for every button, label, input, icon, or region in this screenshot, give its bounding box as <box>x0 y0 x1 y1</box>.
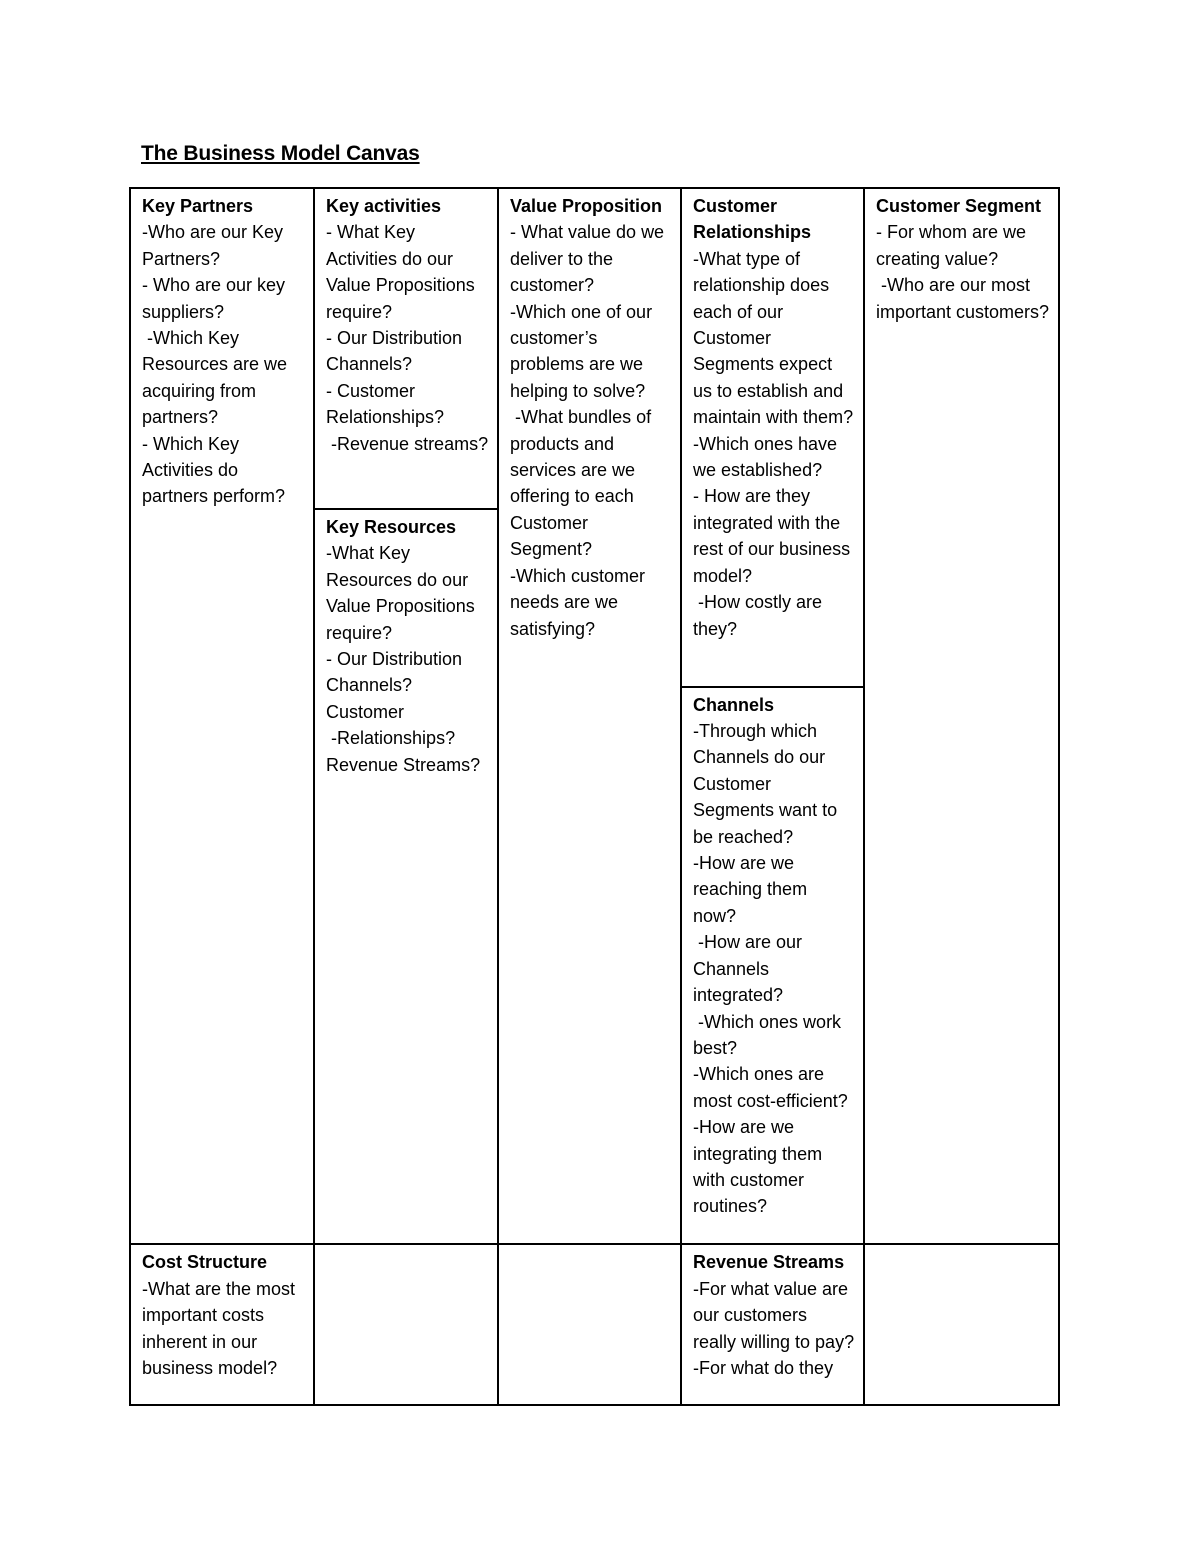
value-proposition-cell <box>498 188 681 1244</box>
key-partners-heading: Key Partners <box>142 196 254 216</box>
key-partners-question: - Which Key Activities do partners perform? <box>142 433 286 507</box>
business-model-canvas-table <box>129 187 1060 1406</box>
cost-structure-cell <box>130 1244 314 1405</box>
channels-question: -Through which Channels do our Customer Segments want to be reached? <box>693 721 843 847</box>
revenue-streams-question: -For what do they <box>693 1358 834 1379</box>
key-activities-question: -Revenue streams? <box>326 433 489 454</box>
key-partners-question: - Who are our key suppliers? <box>142 275 291 322</box>
value-proposition-question: -Which customer needs are we satisfying? <box>510 565 651 639</box>
key-partners-question: -Who are our Key Partners? <box>142 222 289 269</box>
customer-relationships-cell <box>681 188 864 687</box>
value-proposition-question: -What bundles of products and services are we offering to each Customer Segment? <box>510 407 657 560</box>
key-resources-question: - Our Distribution Channels? <box>326 649 468 696</box>
customer-segment-heading: Customer Segment <box>876 196 1042 216</box>
customer-segment-cell <box>864 188 1059 1244</box>
customer-relationships-question: -Which ones have we established? <box>693 433 843 481</box>
customer-relationships-heading: Customer Relationships <box>693 196 812 243</box>
channels-question: -How are we integrating them with customer routines? <box>693 1117 828 1217</box>
customer-relationships-question: -What type of relationship does each of our Customer Segments expect us to establish and maintain with them? <box>693 248 854 428</box>
key-resources-cell <box>314 509 498 1244</box>
revenue-streams-cell <box>681 1244 864 1405</box>
key-activities-cell <box>314 188 498 509</box>
key-activities-question: - What Key Activities do our Value Propositions require? <box>326 222 480 322</box>
empty-cell <box>864 1244 1059 1405</box>
channels-heading: Channels <box>693 694 775 715</box>
key-resources-question: Revenue Streams? <box>326 754 481 775</box>
channels-question: -How are our Channels integrated? <box>693 932 808 1006</box>
key-resources-question: -What Key Resources do our Value Propositions require? <box>326 543 480 643</box>
revenue-streams-question: -For what value are our customers really willing to pay? <box>693 1278 855 1352</box>
page-title: The Business Model Canvas <box>141 142 420 165</box>
channels-question: -Which ones are most cost-efficient? <box>693 1064 848 1111</box>
empty-cell <box>498 1244 681 1405</box>
channels-cell <box>681 687 864 1245</box>
customer-relationships-question: - How are they integrated with the rest of our business model? <box>693 486 856 586</box>
empty-cell <box>314 1244 498 1405</box>
key-resources-heading: Key Resources <box>326 517 457 538</box>
key-resources-question: -Relationships? <box>326 728 456 749</box>
key-partners-question: -Which Key Resources are we acquiring from partners? <box>142 328 293 428</box>
customer-segment-question: -Who are our most important customers? <box>876 275 1050 322</box>
cost-structure-heading: Cost Structure <box>142 1252 268 1273</box>
channels-question: -How are we reaching them now? <box>693 853 813 926</box>
value-proposition-heading: Value Proposition <box>510 196 663 216</box>
customer-segment-question: - For whom are we creating value? <box>876 222 1032 269</box>
key-activities-question: - Our Distribution Channels? <box>326 328 468 375</box>
key-resources-question: Customer <box>326 701 405 722</box>
cost-structure-question: -What are the most important costs inherent in our business model? <box>142 1278 301 1379</box>
key-activities-heading: Key activities <box>326 196 442 216</box>
value-proposition-question: -Which one of our customer’s problems are we helping to solve? <box>510 301 658 401</box>
key-partners-cell <box>130 188 314 1244</box>
revenue-streams-heading: Revenue Streams <box>693 1252 845 1273</box>
customer-relationships-question: -How costly are they? <box>693 592 828 639</box>
key-activities-question: - Customer Relationships? <box>326 380 445 428</box>
channels-question: -Which ones work best? <box>693 1011 847 1058</box>
value-proposition-question: - What value do we deliver to the customer? <box>510 222 670 296</box>
